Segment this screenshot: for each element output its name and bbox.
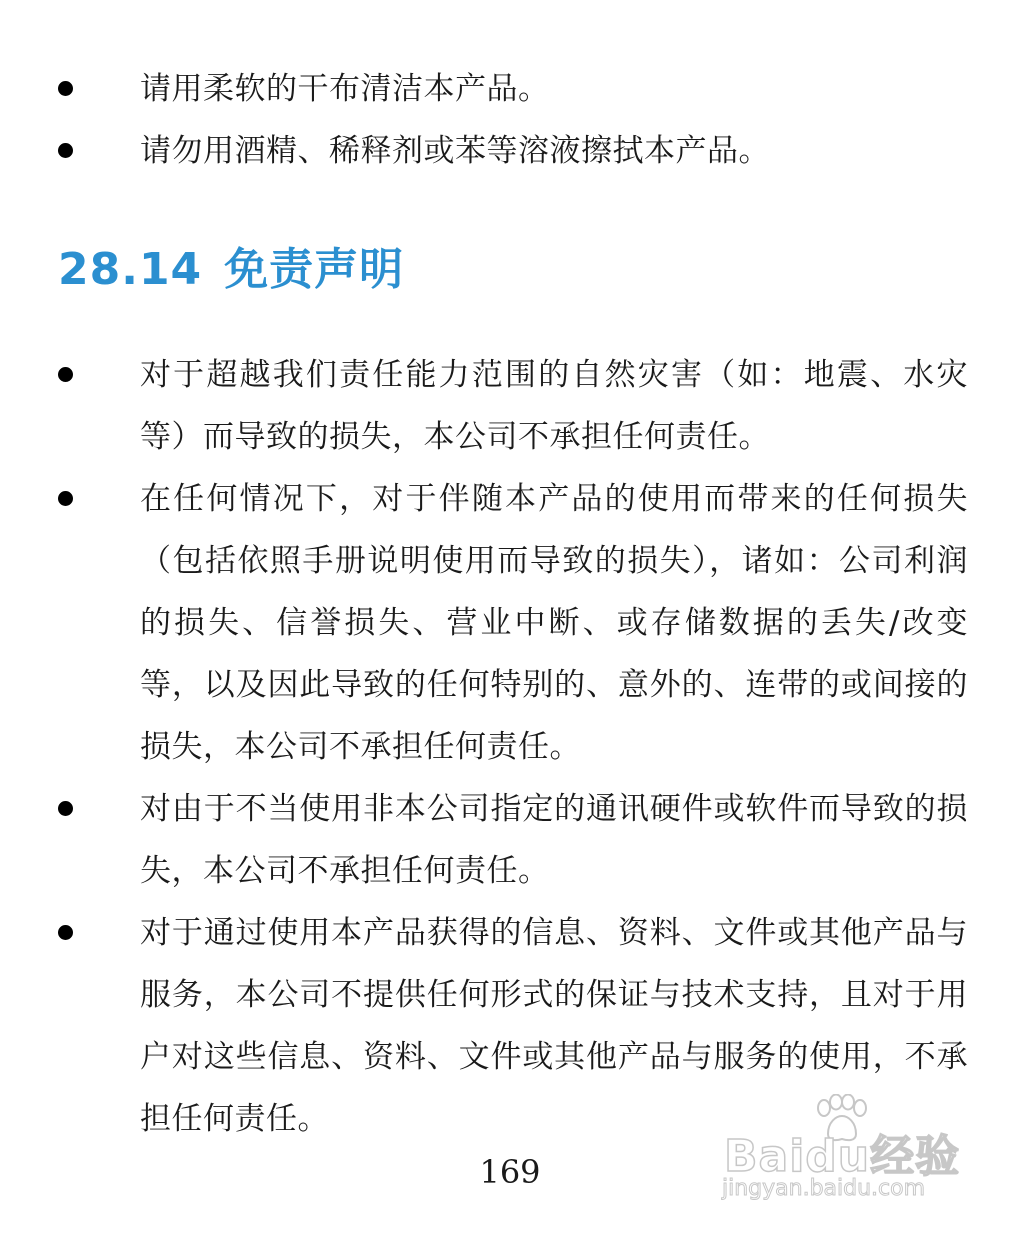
list-item-text: 对由于不当使用非本公司指定的通讯硬件或软件而导致的损失，本公司不承担任何责任。 xyxy=(140,791,968,889)
watermark-brand: Baidu经验 xyxy=(724,1131,961,1182)
list-item xyxy=(0,120,1020,182)
baidu-watermark xyxy=(718,1092,978,1212)
bullet-icon xyxy=(58,925,73,940)
list-item xyxy=(0,468,1020,778)
list-item xyxy=(0,58,1020,120)
list-item xyxy=(0,778,1020,902)
list-item-text: 对于超越我们责任能力范围的自然灾害（如：地震、水灾等）而导致的损失，本公司不承担任何责任。 xyxy=(140,357,968,455)
care-instructions-list xyxy=(0,58,1020,182)
page-number: 169 xyxy=(479,1153,541,1191)
list-item-text: 在任何情况下，对于伴随本产品的使用而带来的任何损失（包括依照手册说明使用而导致的损失），诸如：公司利润的损失、信誉损失、营业中断、或存储数据的丢失/改变等，以及因此导致的任何特别的、意外的、连带的或间接的损失，本公司不承担任何责任。 xyxy=(140,481,968,765)
list-item xyxy=(0,344,1020,468)
section-title: 免责声明 xyxy=(224,244,405,295)
bullet-icon xyxy=(58,81,73,96)
disclaimer-list xyxy=(0,344,1020,1150)
list-item-text: 请用柔软的干布清洁本产品。 xyxy=(140,71,550,107)
watermark-domain: jingyan.baidu.com xyxy=(722,1176,926,1201)
bullet-icon xyxy=(58,143,73,158)
bullet-icon xyxy=(58,367,73,382)
bullet-icon xyxy=(58,801,73,816)
section-heading xyxy=(58,238,404,302)
list-item-text: 对于通过使用本产品获得的信息、资料、文件或其他产品与服务，本公司不提供任何形式的保证与技术支持，且对于用户对这些信息、资料、文件或其他产品与服务的使用，不承担任何责任。 xyxy=(140,915,968,1137)
list-item-text: 请勿用酒精、稀释剂或苯等溶液擦拭本产品。 xyxy=(140,133,770,169)
bullet-icon xyxy=(58,491,73,506)
section-number: 28.14 xyxy=(58,244,203,295)
